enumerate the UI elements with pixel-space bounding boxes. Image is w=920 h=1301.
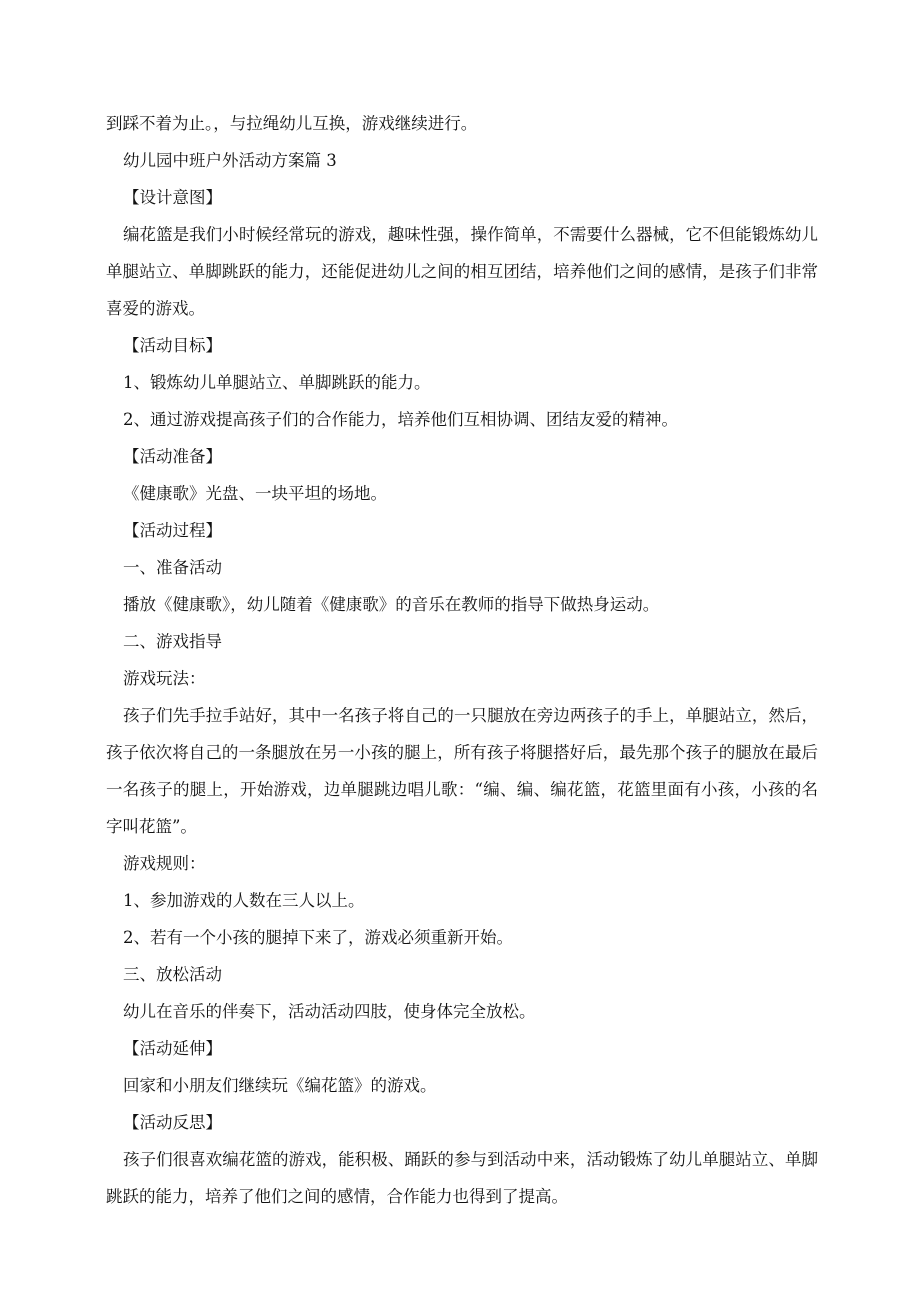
paragraph-design-intent: 编花篮是我们小时候经常玩的游戏，趣味性强，操作简单，不需要什么器械，它不但能锻炼幼儿单腿站立、单脚跳跃的能力，还能促进幼儿之间的相互团结，培养他们之间的感情，是孩子们非常喜爱的游戏。 bbox=[106, 225, 818, 318]
heading-design-intent: 【设计意图】 bbox=[123, 188, 222, 207]
paragraph-game-play: 孩子们先手拉手站好，其中一名孩子将自己的一只腿放在旁边两孩子的手上，单腿站立，然后，孩子依次将自己的一条腿放在另一小孩的腿上，所有孩子将腿搭好后，最先那个孩子的腿放在最后一名孩子的腿上，开始游戏，边单腿跳边唱儿歌：“编、编、编花篮，花篮里面有小孩，小孩的名字叫花篮”。 bbox=[106, 706, 818, 836]
rule-item-1: 1、参加游戏的人数在三人以上。 bbox=[123, 891, 365, 910]
label-game-rules: 游戏规则： bbox=[123, 854, 206, 873]
heading-activity-reflection: 【活动反思】 bbox=[123, 1113, 222, 1132]
goal-item-1: 1、锻炼幼儿单腿站立、单脚跳跃的能力。 bbox=[123, 373, 431, 392]
paragraph-extension: 回家和小朋友们继续玩《编花篮》的游戏。 bbox=[123, 1076, 437, 1095]
heading-activity-goals: 【活动目标】 bbox=[123, 336, 222, 355]
subheading-relax: 三、放松活动 bbox=[123, 965, 222, 984]
paragraph-preparation: 《健康歌》光盘、一块平坦的场地。 bbox=[123, 484, 387, 503]
document-body bbox=[106, 105, 818, 1215]
subheading-game-guide: 二、游戏指导 bbox=[123, 632, 222, 651]
paragraph-continuation: 到踩不着为止。，与拉绳幼儿互换，游戏继续进行。 bbox=[106, 114, 478, 133]
subheading-warmup: 一、准备活动 bbox=[123, 558, 222, 577]
section-title: 幼儿园中班户外活动方案篇 3 bbox=[123, 151, 337, 170]
paragraph-reflection: 孩子们很喜欢编花篮的游戏，能积极、踊跃的参与到活动中来，活动锻炼了幼儿单腿站立、单脚跳跃的能力，培养了他们之间的感情，合作能力也得到了提高。 bbox=[106, 1150, 818, 1206]
heading-activity-process: 【活动过程】 bbox=[123, 521, 222, 540]
paragraph-relax: 幼儿在音乐的伴奏下，活动活动四肢，使身体完全放松。 bbox=[123, 1002, 536, 1021]
rule-item-2: 2、若有一个小孩的腿掉下来了，游戏必须重新开始。 bbox=[123, 928, 513, 947]
label-game-play: 游戏玩法： bbox=[123, 669, 206, 688]
paragraph-warmup: 播放《健康歌》，幼儿随着《健康歌》的音乐在教师的指导下做热身运动。 bbox=[123, 595, 660, 614]
goal-item-2: 2、通过游戏提高孩子们的合作能力，培养他们互相协调、团结友爱的精神。 bbox=[123, 410, 678, 429]
heading-activity-preparation: 【活动准备】 bbox=[123, 447, 222, 466]
heading-activity-extension: 【活动延伸】 bbox=[123, 1039, 222, 1058]
